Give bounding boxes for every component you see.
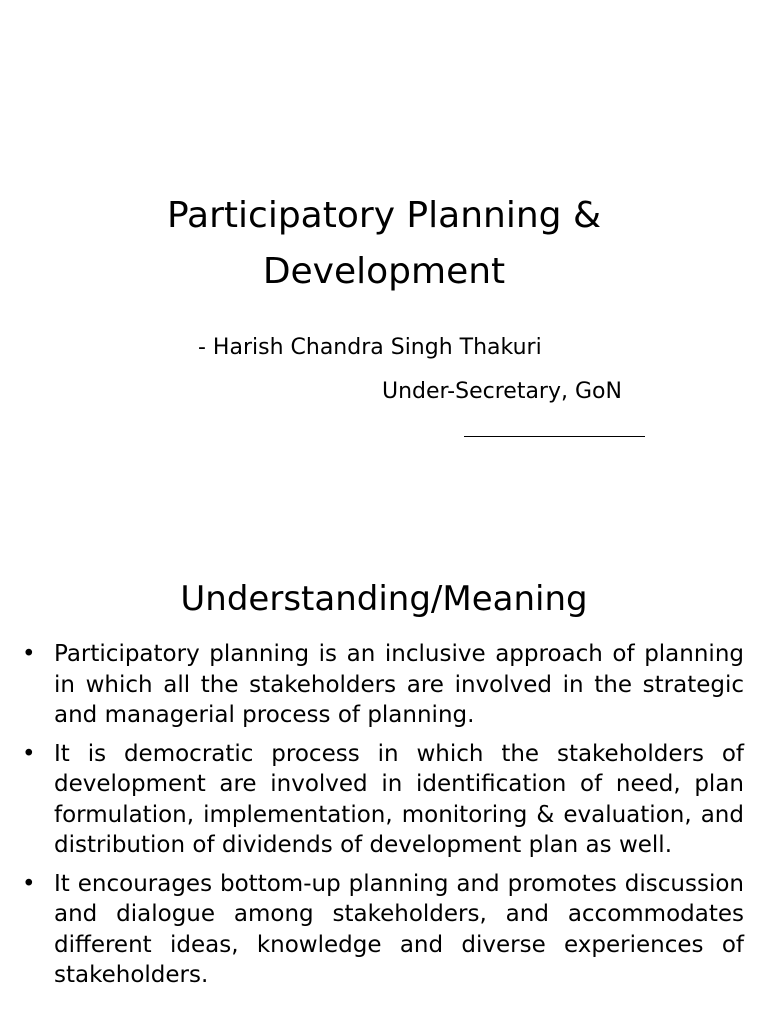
bullet-item (22, 869, 744, 991)
bullet-dot-icon: • (22, 641, 36, 667)
bullet-item (22, 639, 744, 731)
content-slide (0, 520, 768, 1024)
bullet-dot-icon: • (22, 740, 36, 767)
title-line-2: Development (262, 251, 506, 292)
divider-line (464, 436, 645, 437)
bullet-list (22, 639, 744, 999)
slide-heading: Understanding/Meaning (180, 579, 588, 619)
bullet-text: It is democratic process in which the stakeholders of development are involved in identification of need, plan formulation, implementation, monitoring & evaluation, and distribution of dividends of development plan as well. (54, 740, 744, 858)
author-designation: Under-Secretary, GoN (382, 379, 622, 404)
bullet-item (22, 739, 744, 861)
bullet-text: It encourages bottom-up planning and promotes discussion and dialogue among stakeholders, and accommodates different ideas, knowledge and diverse experiences of stakeholders. (54, 870, 744, 988)
bullet-text: Participatory planning is an inclusive approach of planning in which all the stakeholders are involved in the strategic and managerial process of planning. (54, 641, 744, 728)
title-line-1: Participatory Planning & (166, 195, 602, 236)
author-name: - Harish Chandra Singh Thakuri (198, 335, 542, 360)
presentation-title (0, 188, 768, 300)
bullet-dot-icon: • (22, 870, 36, 897)
